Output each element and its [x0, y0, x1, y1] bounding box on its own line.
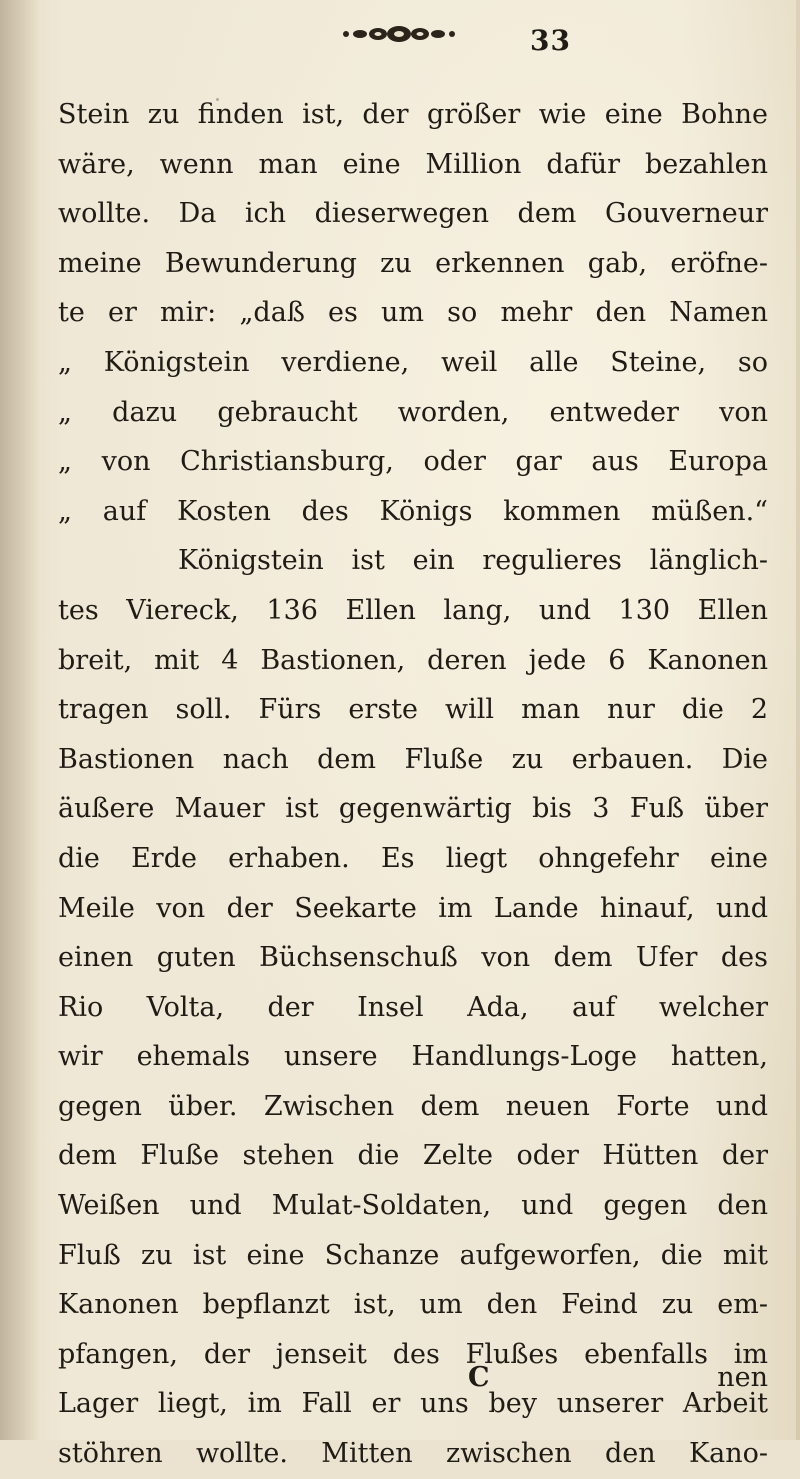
text-line: äußere Mauer ist gegenwärtig bis 3 Fuß über: [58, 793, 768, 825]
paper-speck: [216, 98, 219, 101]
text-line: Rio Volta, der Insel Ada, auf welcher: [58, 991, 768, 1023]
page-number: 33: [530, 24, 571, 57]
text-line: Königstein ist ein regulieres länglich-: [178, 545, 768, 577]
text-line: Meile von der Seekarte im Lande hinauf, und: [58, 892, 768, 924]
text-line: Bastionen nach dem Fluße zu erbauen. Die: [58, 743, 768, 775]
text-line: Fluß zu ist eine Schanze aufgeworfen, die mit: [58, 1239, 768, 1271]
text-line: Lager liegt, im Fall er uns bey unserer Arbeit: [58, 1388, 768, 1420]
signature-mark: C: [468, 1362, 490, 1393]
text-line: Stein zu finden ist, der größer wie eine Bohne: [58, 99, 768, 130]
text-line: tragen soll. Fürs erste will man nur die 2: [58, 694, 768, 726]
text-line: „ auf Kosten des Königs kommen müßen.“: [58, 495, 768, 527]
text-line: stöhren wollte. Mitten zwischen den Kano-: [58, 1438, 768, 1470]
text-line: pfangen, der jenseit des Flußes ebenfalls im: [58, 1338, 768, 1370]
text-line: wäre, wenn man eine Million dafür bezahlen: [58, 148, 768, 180]
text-line: wir ehemals unsere Handlungs-Loge hatten,: [58, 1041, 768, 1073]
body-text: [58, 90, 768, 1479]
catchword: nen: [717, 1362, 768, 1393]
text-line: „ Königstein verdiene, weil alle Steine, so: [58, 346, 768, 378]
text-line: te er mir: „daß es um so mehr den Namen: [58, 297, 768, 329]
text-line: dem Fluße stehen die Zelte oder Hütten der: [58, 1140, 768, 1172]
page-footer: [58, 1362, 768, 1402]
text-line: Kanonen bepflanzt ist, um den Feind zu em-: [58, 1289, 768, 1321]
page-header: [0, 10, 800, 70]
text-line: einen guten Büchsenschuß von dem Ufer des: [58, 942, 768, 974]
page-edge: [796, 0, 800, 1440]
text-line: wollte. Da ich dieserwegen dem Gouverneur: [58, 198, 768, 230]
text-line: tes Viereck, 136 Ellen lang, und 130 Ellen: [58, 594, 768, 626]
paper-speck: [250, 1398, 254, 1403]
gutter-shadow: [0, 0, 40, 1440]
text-line: die Erde erhaben. Es liegt ohngefehr eine: [58, 842, 768, 874]
text-line: Weißen und Mulat-Soldaten, und gegen den: [58, 1190, 768, 1222]
text-line: „ von Christiansburg, oder gar aus Europa: [58, 446, 768, 478]
text-line: „ dazu gebraucht worden, entweder von: [58, 396, 768, 428]
text-line: meine Bewunderung zu erkennen gab, eröfne-: [58, 247, 768, 279]
text-line: gegen über. Zwischen dem neuen Forte und: [58, 1090, 768, 1122]
headpiece-ornament-icon: [338, 22, 460, 46]
paper-speck: [692, 1405, 698, 1408]
text-line: breit, mit 4 Bastionen, deren jede 6 Kanonen: [58, 644, 768, 676]
